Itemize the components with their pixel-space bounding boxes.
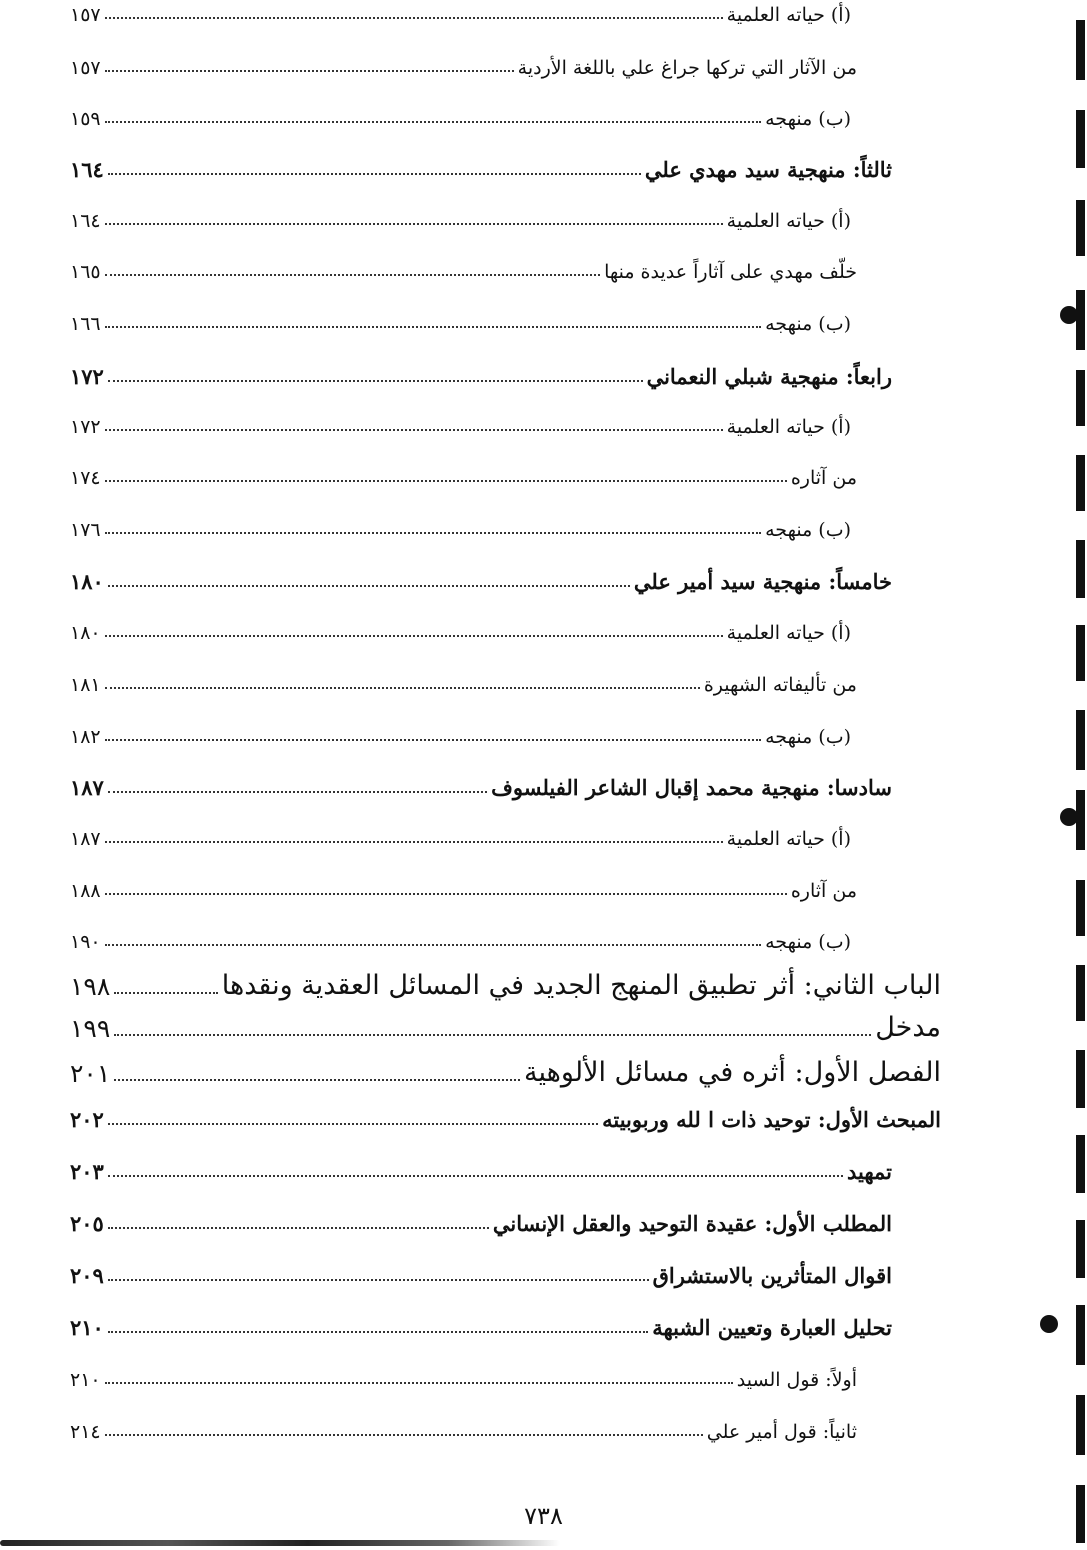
toc-entry-page: ١٦٦: [70, 313, 101, 335]
toc-leader-dots: [114, 1034, 871, 1036]
toc-entry-title: (ب) منهجه: [765, 726, 851, 748]
toc-entry-page: ١٧٢: [70, 364, 104, 389]
toc-entry-title: اقوال المتأثرين بالاستشراق: [652, 1263, 892, 1288]
toc-leader-dots: [108, 173, 641, 175]
toc-entry-page: ١٨٨: [70, 880, 101, 902]
toc-entry-title: رابعاً: منهجية شبلي النعماني: [646, 364, 892, 389]
toc-entry-title: تمهيد: [846, 1159, 892, 1184]
toc-leader-dots: [105, 1382, 733, 1384]
toc-entry: [70, 261, 857, 283]
toc-entry-title: (ب) منهجه: [765, 108, 851, 130]
toc-entry-page: ١٥٧: [70, 57, 101, 79]
toc-entry-page: ١٨٢: [70, 726, 101, 748]
toc-entry-title: (أ) حياته العلمية: [726, 416, 851, 438]
toc-leader-dots: [105, 480, 787, 482]
toc-entry-title: المبحث الأول: توحيد ذات ا لله وربوبيته: [602, 1107, 941, 1132]
toc-leader-dots: [105, 893, 787, 895]
toc-entry-page: ٢١٤: [70, 1421, 101, 1443]
binding-mark: [1076, 880, 1085, 936]
toc-leader-dots: [105, 1434, 703, 1436]
toc-entry-title: أولاً: قول السيد: [736, 1369, 857, 1391]
toc-entry: [70, 364, 892, 389]
toc-entry: [70, 622, 851, 644]
toc-entry-page: ١٦٤: [70, 210, 101, 232]
toc-entry: [70, 210, 851, 232]
toc-entry: [70, 57, 857, 79]
toc-entry-page: ١٨١: [70, 674, 101, 696]
binding-mark: [1076, 370, 1085, 426]
toc-entry: [70, 931, 851, 953]
toc-entry-page: ١٧٢: [70, 416, 101, 438]
toc-entry-page: ١٦٥: [70, 261, 101, 283]
toc-entry-page: ٢٠٥: [70, 1211, 104, 1236]
scan-edge-shadow: [0, 1540, 560, 1546]
toc-leader-dots: [105, 841, 723, 843]
binding-mark: [1076, 20, 1085, 80]
binding-mark: [1076, 290, 1085, 350]
binding-hole: [1040, 1315, 1058, 1333]
toc-entry: [70, 1159, 892, 1184]
toc-entry-title: (أ) حياته العلمية: [726, 210, 851, 232]
toc-entry: [70, 1107, 941, 1132]
toc-entry-page: ١٩٩: [70, 1014, 111, 1043]
binding-mark: [1076, 1050, 1085, 1108]
binding-mark: [1076, 790, 1085, 850]
toc-leader-dots: [108, 791, 487, 793]
toc-leader-dots: [105, 70, 514, 72]
toc-leader-dots: [105, 223, 723, 225]
toc-entry-title: ثالثاً: منهجية سيد مهدي علي: [644, 157, 892, 182]
toc-leader-dots: [105, 17, 723, 19]
toc-entry: [70, 1421, 857, 1443]
binding-mark: [1076, 1305, 1085, 1365]
toc-entry-page: ٢٠٢: [70, 1107, 104, 1132]
binding-mark: [1076, 1395, 1085, 1455]
toc-entry-page: ١٨٧: [70, 828, 101, 850]
toc-entry-page: ١٧٦: [70, 519, 101, 541]
toc-entry-page: ١٨٠: [70, 622, 101, 644]
binding-mark: [1076, 1485, 1085, 1543]
toc-leader-dots: [105, 121, 762, 123]
binding-mark: [1076, 110, 1085, 168]
toc-entry-title: من الآثار التي تركها جراغ علي باللغة الأردية: [517, 57, 857, 79]
toc-leader-dots: [105, 944, 762, 946]
toc-entry: [70, 828, 851, 850]
toc-leader-dots: [105, 635, 723, 637]
toc-leader-dots: [114, 1079, 520, 1081]
toc-entry-page: ٢٠٩: [70, 1263, 104, 1288]
toc-entry: [70, 157, 892, 182]
binding-mark: [1076, 200, 1085, 256]
toc-entry: [70, 519, 851, 541]
toc-entry: [70, 1211, 892, 1236]
toc-entry: [70, 1263, 892, 1288]
toc-entry: [70, 4, 851, 26]
toc-entry: [70, 1057, 941, 1088]
toc-entry-title: (ب) منهجه: [765, 519, 851, 541]
toc-leader-dots: [108, 1279, 649, 1281]
toc-entry-title: (ب) منهجه: [765, 931, 851, 953]
toc-leader-dots: [108, 1175, 843, 1177]
toc-entry-page: ٢١٠: [70, 1369, 101, 1391]
toc-entry-page: ١٥٧: [70, 4, 101, 26]
binding-mark: [1076, 540, 1085, 598]
toc-entry-title: (أ) حياته العلمية: [726, 4, 851, 26]
toc-entry-title: الفصل الأول: أثره في مسائل الألوهية: [524, 1057, 941, 1088]
toc-entry-page: ٢١٠: [70, 1315, 104, 1340]
toc-leader-dots: [108, 585, 630, 587]
toc-leader-dots: [105, 274, 600, 276]
toc-entry: [70, 775, 892, 800]
toc-entry: [70, 970, 941, 1001]
toc-entry-title: خلّف مهدي على آثاراً عديدة منها: [604, 261, 857, 283]
toc-entry-title: ثانياً: قول أمير علي: [706, 1421, 857, 1443]
toc-entry-title: (ب) منهجه: [765, 313, 851, 335]
toc-entry: [70, 569, 892, 594]
page-number: ٧٣٨: [524, 1502, 563, 1530]
binding-mark: [1076, 625, 1085, 681]
toc-entry-page: ١٨٧: [70, 775, 104, 800]
toc-entry-title: مدخل: [875, 1012, 941, 1043]
toc-entry: [70, 726, 851, 748]
toc-entry-page: ٢٠٣: [70, 1159, 104, 1184]
toc-entry-page: ١٦٤: [70, 157, 104, 182]
toc-leader-dots: [108, 380, 643, 382]
binding-mark: [1076, 1135, 1085, 1193]
toc-entry-title: (أ) حياته العلمية: [726, 622, 851, 644]
toc-leader-dots: [105, 429, 723, 431]
toc-entry-page: ١٩٠: [70, 931, 101, 953]
toc-leader-dots: [105, 326, 762, 328]
toc-leader-dots: [108, 1227, 489, 1229]
toc-leader-dots: [114, 992, 218, 994]
binding-mark: [1076, 455, 1085, 511]
binding-mark: [1076, 1220, 1085, 1278]
toc-entry: [70, 467, 857, 489]
toc-leader-dots: [105, 739, 762, 741]
binding-mark: [1076, 965, 1085, 1021]
toc-entry: [70, 674, 857, 696]
toc-entry-title: من آثاره: [790, 467, 857, 489]
toc-entry-title: تحليل العبارة وتعيين الشبهة: [652, 1315, 892, 1340]
toc-entry: [70, 416, 851, 438]
toc-entry-title: سادسا: منهجية محمد إقبال الشاعر الفيلسوف: [491, 775, 892, 800]
toc-entry: [70, 1369, 857, 1391]
toc-entry-title: من آثاره: [790, 880, 857, 902]
toc-entry-title: (أ) حياته العلمية: [726, 828, 851, 850]
toc-entry-page: ١٨٠: [70, 569, 104, 594]
toc-leader-dots: [105, 532, 762, 534]
toc-entry: [70, 880, 857, 902]
toc-entry: [70, 1012, 941, 1043]
toc-leader-dots: [108, 1331, 648, 1333]
toc-entry-title: خامساً: منهجية سيد أمير علي: [633, 569, 892, 594]
toc-entry-title: من تأليفاته الشهيرة: [703, 674, 857, 696]
toc-entry-title: المطلب الأول: عقيدة التوحيد والعقل الإنساني: [492, 1211, 892, 1236]
toc-leader-dots: [105, 687, 700, 689]
toc-entry: [70, 1315, 892, 1340]
binding-mark: [1076, 710, 1085, 770]
toc-entry: [70, 313, 851, 335]
toc-entry-title: الباب الثاني: أثر تطبيق المنهج الجديد في المسائل العقدية ونقدها: [221, 970, 941, 1001]
toc-entry-page: ٢٠١: [70, 1059, 111, 1088]
toc-entry-page: ١٩٨: [70, 972, 111, 1001]
toc-leader-dots: [108, 1123, 598, 1125]
toc-entry-page: ١٧٤: [70, 467, 101, 489]
toc-entry: [70, 108, 851, 130]
toc-entry-page: ١٥٩: [70, 108, 101, 130]
